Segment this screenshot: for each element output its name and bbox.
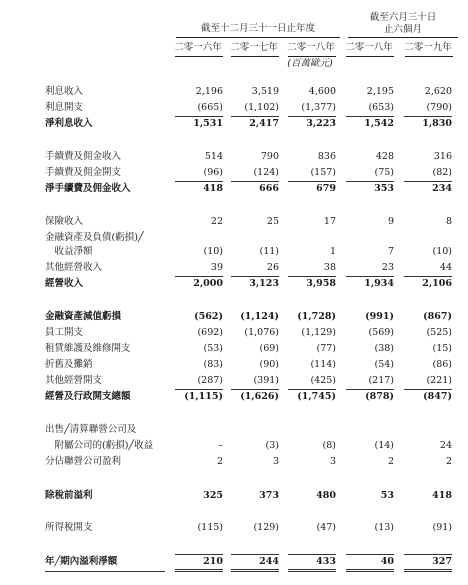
cell-2018: 3,223 <box>306 118 336 129</box>
cell-2018: 3 <box>329 456 336 467</box>
total-double-rule <box>231 571 279 572</box>
column-header-2017: 二零一七年 <box>230 42 278 53</box>
row-label: 經營收入 <box>45 278 84 289</box>
column-rule-h1-2018 <box>346 56 394 57</box>
cell-2018: 836 <box>317 151 336 162</box>
total-double-rule <box>231 569 279 570</box>
row-label: 年╱期內溢利淨額 <box>45 556 118 567</box>
cell-h1-2018: (38) <box>374 343 394 354</box>
total-double-rule <box>288 571 336 572</box>
cell-2016: 22 <box>210 216 223 227</box>
cell-2016: (96) <box>203 167 223 178</box>
table-row <box>0 262 468 274</box>
table-row <box>0 311 468 323</box>
row-label: 淨利息收入 <box>45 118 93 129</box>
table-row <box>0 391 468 403</box>
row-label: 其他經營收入 <box>45 262 103 273</box>
table-row <box>0 359 468 371</box>
cell-2017: (1,076) <box>244 327 279 338</box>
cell-h1-2019: 1,830 <box>422 118 452 129</box>
row-label: 員工開支 <box>45 327 84 338</box>
cell-h1-2018: (569) <box>368 327 394 338</box>
row-label: 除稅前溢利 <box>45 490 93 501</box>
cell-2017: (90) <box>259 359 279 370</box>
subtotal-rule <box>231 116 279 117</box>
cell-2016: 418 <box>203 183 223 194</box>
table-row <box>0 278 468 290</box>
subtotal-rule <box>346 276 394 277</box>
cell-h1-2018: 40 <box>380 556 394 567</box>
cell-2018: (157) <box>310 167 336 178</box>
cell-2018: 1 <box>329 246 336 257</box>
cell-2018: (1,129) <box>301 327 336 338</box>
cell-2016: 514 <box>204 151 223 162</box>
cell-2017: (129) <box>253 522 279 533</box>
cell-2017: 373 <box>259 490 279 501</box>
table-row <box>0 456 468 468</box>
cell-h1-2019: 2 <box>445 456 452 467</box>
cell-2018: (1,745) <box>297 391 336 402</box>
row-label: 手續費及佣金收入 <box>45 151 122 162</box>
row-label: 金融資產及負債(虧損)╱ <box>45 232 144 243</box>
column-rule-2017 <box>231 56 279 57</box>
cell-h1-2019: (91) <box>432 522 452 533</box>
table-row <box>0 167 468 179</box>
cell-h1-2019: (790) <box>426 102 452 113</box>
cell-2017: 3 <box>272 456 279 467</box>
cell-h1-2018: (14) <box>374 440 394 451</box>
table-row <box>0 246 468 258</box>
cell-h1-2018: (54) <box>374 359 394 370</box>
cell-2016: 2,196 <box>195 86 223 97</box>
cell-2018: (8) <box>322 440 336 451</box>
cell-2017: (1,626) <box>240 391 279 402</box>
subtotal-rule <box>231 276 279 277</box>
cell-2016: (10) <box>203 246 223 257</box>
cell-2018: 38 <box>323 262 336 273</box>
cell-2017: 25 <box>266 216 279 227</box>
cell-h1-2018: (878) <box>365 391 394 402</box>
cell-2017: 790 <box>260 151 279 162</box>
cell-h1-2018: 23 <box>381 262 394 273</box>
unit-label: (百萬歐元) <box>287 58 333 69</box>
column-header-2016: 二零一六年 <box>174 42 222 53</box>
subtotal-rule <box>288 389 336 390</box>
cell-h1-2018: 428 <box>375 151 394 162</box>
row-label: 分佔聯營公司盈利 <box>45 456 122 467</box>
row-label: 手續費及佣金開支 <box>45 167 122 178</box>
table-row <box>0 183 468 195</box>
cell-h1-2019: (15) <box>432 343 452 354</box>
cell-2017: 244 <box>259 556 279 567</box>
row-label: 其他經營開支 <box>45 375 103 386</box>
subtotal-rule <box>288 116 336 117</box>
total-double-rule <box>288 569 336 570</box>
total-double-rule <box>175 554 223 555</box>
cell-h1-2018: 2,195 <box>366 86 394 97</box>
row-label: 租賃維護及維修開支 <box>45 343 131 354</box>
cell-h1-2018: (653) <box>368 102 394 113</box>
cell-h1-2019: 24 <box>439 440 452 451</box>
cell-2018: 480 <box>316 490 336 501</box>
table-row <box>0 556 468 568</box>
subtotal-rule <box>175 276 223 277</box>
table-row <box>0 86 468 98</box>
cell-h1-2019: (847) <box>423 391 452 402</box>
cell-h1-2018: 1,542 <box>364 118 394 129</box>
row-label: 出售╱清算聯營公司及 <box>45 424 137 435</box>
table-row <box>0 522 468 534</box>
subtotal-rule <box>288 181 336 182</box>
cell-h1-2018: 7 <box>387 246 394 257</box>
cell-h1-2018: (13) <box>374 522 394 533</box>
cell-h1-2018: (75) <box>374 167 394 178</box>
table-row <box>0 375 468 387</box>
cell-h1-2019: 8 <box>445 216 452 227</box>
column-header-h1-2018: 二零一八年 <box>345 42 393 53</box>
cell-2018: (1,377) <box>301 102 336 113</box>
table-row <box>0 232 468 244</box>
cell-2017: (124) <box>253 167 279 178</box>
cell-2017: 3,519 <box>251 86 279 97</box>
table-row <box>0 216 468 228</box>
cell-2016: (287) <box>197 375 223 386</box>
cell-2016: – <box>218 440 223 451</box>
cell-2017: 666 <box>259 183 279 194</box>
cell-h1-2018: (217) <box>368 375 394 386</box>
cell-2018: 679 <box>316 183 336 194</box>
cell-2016: (665) <box>197 102 223 113</box>
cell-2018: (77) <box>316 343 336 354</box>
cell-h1-2019: (10) <box>432 246 452 257</box>
total-double-rule <box>288 554 336 555</box>
cell-2016: (115) <box>197 522 223 533</box>
cell-2017: (391) <box>253 375 279 386</box>
column-header-h1-2019: 二零一九年 <box>404 42 452 53</box>
half-year-group-header-line1: 截至六月三十日 <box>369 12 437 23</box>
cell-2017: (3) <box>265 440 279 451</box>
cell-2017: 2,417 <box>249 118 279 129</box>
cell-2016: (1,115) <box>184 391 223 402</box>
table-row <box>0 490 468 502</box>
cell-h1-2019: 418 <box>432 490 452 501</box>
cell-2017: (69) <box>259 343 279 354</box>
row-label: 折舊及攤銷 <box>45 359 93 370</box>
half-year-group-rule <box>348 37 458 38</box>
row-label: 利息收入 <box>45 86 84 97</box>
cell-h1-2019: (867) <box>423 311 452 322</box>
cell-2016: 1,531 <box>193 118 223 129</box>
subtotal-rule <box>404 276 452 277</box>
column-rule-2016 <box>175 56 223 57</box>
total-double-rule <box>346 569 394 570</box>
total-double-rule <box>404 571 452 572</box>
cell-2018: (1,728) <box>297 311 336 322</box>
row-label: 保險收入 <box>45 216 84 227</box>
cell-h1-2018: 1,934 <box>364 278 394 289</box>
total-double-rule <box>346 571 394 572</box>
cell-h1-2018: 353 <box>374 183 394 194</box>
cell-h1-2018: (991) <box>365 311 394 322</box>
row-label: 金融資產減值虧損 <box>45 311 122 322</box>
subtotal-rule <box>346 389 394 390</box>
cell-2017: (11) <box>259 246 279 257</box>
subtotal-rule <box>175 389 223 390</box>
cell-h1-2019: 2,620 <box>424 86 452 97</box>
half-year-group-header-line2: 止六個月 <box>383 24 422 35</box>
row-label: 利息開支 <box>45 102 84 113</box>
cell-2016: (562) <box>194 311 223 322</box>
total-label-rule <box>45 571 165 572</box>
total-double-rule <box>346 554 394 555</box>
row-label: 收益淨額 <box>45 246 93 257</box>
table-row <box>0 151 468 163</box>
cell-h1-2019: 327 <box>432 556 452 567</box>
column-rule-h1-2019 <box>405 56 453 57</box>
subtotal-rule <box>231 181 279 182</box>
cell-h1-2019: (221) <box>426 375 452 386</box>
cell-2018: (47) <box>316 522 336 533</box>
total-double-rule <box>175 569 223 570</box>
row-label: 所得稅開支 <box>45 522 93 533</box>
cell-h1-2019: (82) <box>432 167 452 178</box>
column-rule-2018 <box>288 56 336 57</box>
cell-2016: (692) <box>197 327 223 338</box>
table-row <box>0 118 468 130</box>
subtotal-rule <box>231 389 279 390</box>
cell-h1-2019: 234 <box>432 183 452 194</box>
cell-2016: 325 <box>203 490 223 501</box>
subtotal-rule <box>288 276 336 277</box>
cell-h1-2019: 316 <box>433 151 452 162</box>
column-header-2018: 二零一八年 <box>287 42 335 53</box>
subtotal-rule <box>404 389 452 390</box>
year-group-header: 截至十二月三十一日止年度 <box>200 23 315 34</box>
cell-2017: (1,124) <box>240 311 279 322</box>
row-label: 淨手續費及佣金收入 <box>45 183 131 194</box>
cell-2016: 2 <box>216 456 223 467</box>
table-row <box>0 440 468 452</box>
subtotal-rule <box>404 181 452 182</box>
subtotal-rule <box>175 181 223 182</box>
subtotal-rule <box>346 116 394 117</box>
cell-2017: (1,102) <box>244 102 279 113</box>
table-row <box>0 102 468 114</box>
table-row <box>0 424 468 436</box>
subtotal-rule <box>175 116 223 117</box>
cell-2018: 433 <box>316 556 336 567</box>
cell-2018: 17 <box>323 216 336 227</box>
total-double-rule <box>404 554 452 555</box>
cell-2017: 3,123 <box>249 278 279 289</box>
row-label: 附屬公司的(虧損)╱收益 <box>45 440 154 451</box>
cell-2018: 3,958 <box>306 278 336 289</box>
cell-h1-2018: 2 <box>387 456 394 467</box>
cell-2016: 210 <box>203 556 223 567</box>
row-label: 經營及行政開支總額 <box>45 391 131 402</box>
table-row <box>0 343 468 355</box>
cell-2018: (114) <box>310 359 336 370</box>
total-double-rule <box>404 569 452 570</box>
cell-2017: 26 <box>266 262 279 273</box>
table-row <box>0 327 468 339</box>
subtotal-rule <box>404 116 452 117</box>
cell-2016: 2,000 <box>193 278 223 289</box>
cell-2016: 39 <box>210 262 223 273</box>
cell-h1-2019: 44 <box>439 262 452 273</box>
cell-h1-2019: (525) <box>426 327 452 338</box>
cell-h1-2019: 2,106 <box>422 278 452 289</box>
cell-2016: (53) <box>203 343 223 354</box>
cell-2018: 4,600 <box>308 86 336 97</box>
total-double-rule <box>231 554 279 555</box>
year-group-rule <box>176 37 340 38</box>
cell-2018: (425) <box>310 375 336 386</box>
cell-h1-2018: 53 <box>380 490 394 501</box>
cell-h1-2018: 9 <box>387 216 394 227</box>
cell-h1-2019: (86) <box>432 359 452 370</box>
total-double-rule <box>175 571 223 572</box>
cell-2016: (83) <box>203 359 223 370</box>
subtotal-rule <box>346 181 394 182</box>
